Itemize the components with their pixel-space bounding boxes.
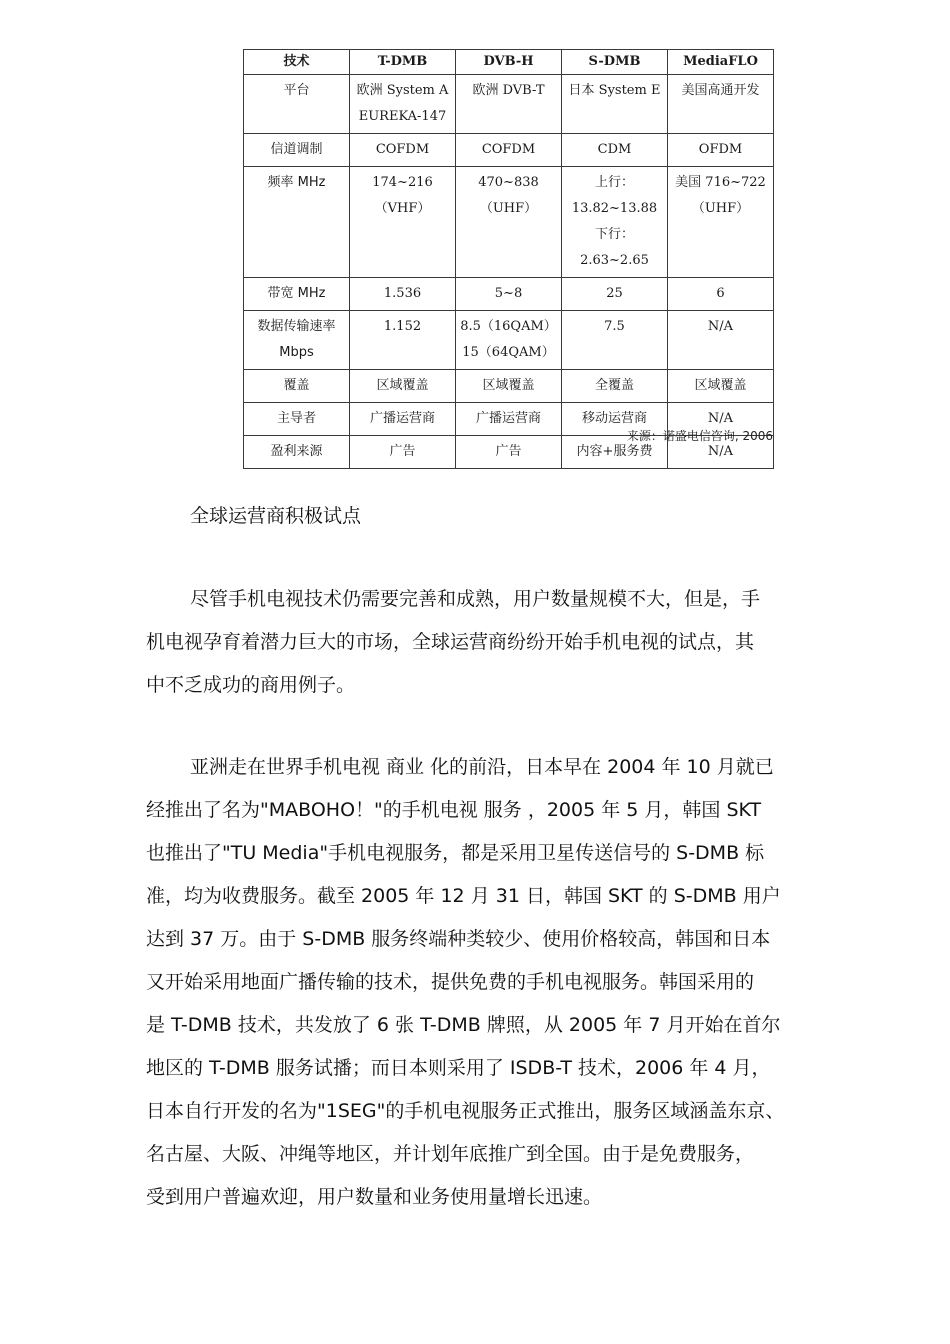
cell-text-line: 15（64QAM） [462,345,555,360]
row-label-cell: 盈利来源 [244,436,350,469]
row-label-cell: 信道调制 [244,134,350,167]
comparison-table-container [243,49,773,469]
table-cell [350,75,456,134]
cell-text-line: 欧洲 System A [356,83,449,98]
table-cell [562,167,668,278]
table-cell [562,134,668,167]
text-line: 准，均为收费服务。截至 2005 年 12 月 31 日，韩国 SKT 的 S-DMB 用户 [146,885,781,907]
row-label-line: 数据传输速率 [257,319,336,334]
table-cell [668,134,774,167]
row-label-cell: 主导者 [244,403,350,436]
text-line: 又开始采用地面广播传输的技术，提供免费的手机电视服务。韩国采用的 [146,971,755,993]
table-header-row [244,50,774,75]
cell-text-line: （UHF） [691,201,750,216]
table-row [244,311,774,370]
cell-text-line: （VHF） [374,201,431,216]
table-cell [350,167,456,278]
row-label-cell: 频率 MHz [244,167,350,278]
cell-text-line: 13.82~13.88 [571,201,658,216]
cell-text-line: 广播运营商 [475,411,541,426]
row-label-cell: 平台 [244,75,350,134]
table-cell [350,278,456,311]
text-line: 名古屋、大阪、冲绳等地区，并计划年底推广到全国。由于是免费服务， [146,1143,755,1165]
header-cell: MediaFLO [668,50,774,75]
paragraph-2 [146,746,886,1219]
cell-text-line: 区域覆盖 [694,378,747,393]
cell-text-line: 5~8 [494,286,523,301]
cell-text-line: 6 [716,286,725,301]
cell-text-line: 7.5 [604,319,625,334]
table-cell [456,167,562,278]
cell-text-line: OFDM [698,142,743,157]
cell-text-line: COFDM [375,142,430,157]
table-cell [350,370,456,403]
cell-text-line: 全覆盖 [594,378,634,393]
row-label-cell: 带宽 MHz [244,278,350,311]
text-line: 机电视孕育着潜力巨大的市场，全球运营商纷纷开始手机电视的试点，其 [146,631,755,653]
cell-text-line: 区域覆盖 [376,378,429,393]
section-heading: 全球运营商积极试点 [190,505,362,527]
cell-text-line: 日本 System E [568,83,661,98]
table-cell [562,75,668,134]
table-row [244,167,774,278]
table-cell [350,134,456,167]
cell-text-line: 2.63~2.65 [580,253,649,268]
table-cell [668,278,774,311]
table-cell [562,278,668,311]
table-cell [668,311,774,370]
cell-text-line: 美国 716~722 [675,175,766,190]
table-row [244,370,774,403]
cell-text-line: 移动运营商 [581,411,647,426]
table-body [244,75,774,469]
cell-text-line: 470~838 [478,175,539,190]
cell-text-line: （UHF） [479,201,538,216]
cell-text-line: CDM [597,142,632,157]
cell-text-line: 25 [606,286,623,301]
cell-text-line: 内容+服务费 [576,444,653,459]
header-cell: T-DMB [350,50,456,75]
table-cell [562,370,668,403]
row-label-cell [244,311,350,370]
table-cell [456,75,562,134]
cell-text-line: 174~216 [372,175,433,190]
text-line: 也推出了"TU Media"手机电视服务，都是采用卫星传送信号的 S-DMB 标 [146,842,765,864]
table-source-note: 来源：诺盛电信咨询, 2006 [626,429,773,443]
cell-text-line: 1.152 [383,319,422,334]
cell-text-line: 下行： [594,227,634,242]
row-label-cell: 覆盖 [244,370,350,403]
cell-text-line: 上行： [594,175,634,190]
text-line: 日本自行开发的名为"1SEG"的手机电视服务正式推出，服务区域涵盖东京、 [146,1100,785,1122]
text-line: 中不乏成功的商用例子。 [146,674,356,696]
cell-text-line: 美国高通开发 [681,83,760,98]
cell-text-line: 广播运营商 [369,411,435,426]
cell-text-line: 广告 [389,444,416,459]
cell-text-line: EUREKA-147 [358,109,447,124]
cell-text-line: 1.536 [383,286,422,301]
header-cell: DVB-H [456,50,562,75]
table-cell [456,311,562,370]
table-cell [668,75,774,134]
cell-text-line: 广告 [495,444,522,459]
text-line: 是 T-DMB 技术，共发放了 6 张 T-DMB 牌照，从 2005 年 7 月开始在首尔 [146,1014,781,1036]
table-cell [668,167,774,278]
table-cell [668,370,774,403]
cell-text-line: N/A [707,444,734,459]
paragraph-1 [146,578,886,707]
table-cell [456,370,562,403]
cell-text-line: N/A [707,411,734,426]
mobile-tv-standards-table [243,49,774,469]
text-line: 经推出了名为"MABOHO！"的手机电视 服务 ，2005 年 5 月，韩国 SKT [146,799,762,821]
table-cell [456,134,562,167]
table-row [244,134,774,167]
table-cell [562,311,668,370]
cell-text-line: 区域覆盖 [482,378,535,393]
header-cell: S-DMB [562,50,668,75]
cell-text-line: 欧洲 DVB-T [472,83,545,98]
cell-text-line: COFDM [481,142,536,157]
table-row [244,278,774,311]
cell-text-line: 8.5（16QAM） [460,319,557,334]
table-cell [456,278,562,311]
text-line: 地区的 T-DMB 服务试播；而日本则采用了 ISDB-T 技术，2006 年 4 月， [146,1057,771,1079]
table-row [244,75,774,134]
text-line: 尽管手机电视技术仍需要完善和成熟，用户数量规模不大，但是，手 [190,588,761,610]
header-cell: 技术 [244,50,350,75]
text-line: 亚洲走在世界手机电视 商业 化的前沿，日本早在 2004 年 10 月就已 [190,756,774,778]
row-label-line: Mbps [279,345,314,360]
table-cell [350,311,456,370]
text-line: 达到 37 万。由于 S-DMB 服务终端种类较少、使用价格较高，韩国和日本 [146,928,771,950]
text-line: 受到用户普遍欢迎，用户数量和业务使用量增长迅速。 [146,1186,603,1208]
cell-text-line: N/A [707,319,734,334]
